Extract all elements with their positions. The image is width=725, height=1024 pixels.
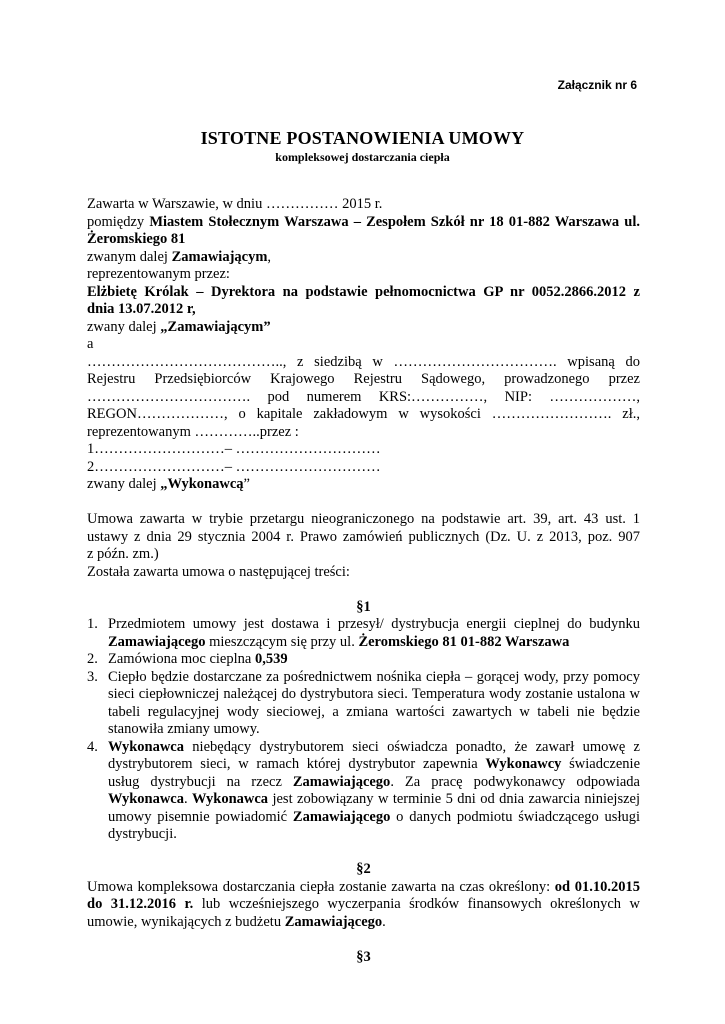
preamble-line-2: ustawy z dnia 29 stycznia 2004 r. Prawo zamówień publicznych (Dz. U. z 2013, poz. 907 bbox=[87, 528, 640, 545]
attachment-label: Załącznik nr 6 bbox=[557, 78, 637, 92]
list-item: 1. Przedmiotem umowy jest dostawa i przesył/ dystrybucja energii cieplnej do budynku Zamawiającego mieszczącym się przy ul. Żeromskiego 81 01-882 Warszawa bbox=[87, 616, 640, 650]
list-item: 3. Ciepło będzie dostarczane za pośrednictwem nośnika ciepła – gorącej wody, przy pomocy sieci ciepłowniczej należącej do dystrybutora sieci. Temperatura wody zostanie ustalona w tabeli regulacyjnej wody sieciowej, a zmiana wartości zawartych w tabeli nie będzie stanowiła zmiany umowy. bbox=[87, 668, 640, 737]
preamble-line-3: z późn. zm.) bbox=[87, 546, 159, 562]
preamble-line-1: Umowa zawarta w trybie przetargu nieograniczonego na podstawie art. 39, art. 43 ust. 1 bbox=[87, 511, 640, 527]
contractor-line-5: reprezentowanym …………..przez : bbox=[87, 423, 299, 440]
representative-line-1: Elżbietę Królak – Dyrektora na podstawie pełnomocnictwa GP nr 0052.2866.2012 z bbox=[87, 283, 640, 300]
called-ordering-party: zwanym dalej Zamawiającym, bbox=[87, 248, 272, 265]
preamble-line-4: Została zawarta umowa o następującej treści: bbox=[87, 563, 350, 580]
contractor-line-2: Rejestru Przedsiębiorców Krajowego Rejestru Sądowego, prowadzonego przez bbox=[87, 371, 640, 387]
document-subtitle: kompleksowej dostarczania ciepła bbox=[275, 150, 450, 164]
and-conjunction: a bbox=[87, 336, 94, 352]
represented-by: reprezentowanym przez: bbox=[87, 266, 230, 282]
section-1-list bbox=[87, 616, 640, 844]
between-line-2: Żeromskiego 81 bbox=[87, 231, 186, 247]
called-contractor: zwany dalej „Wykonawcą” bbox=[87, 476, 250, 492]
list-item: 4. Wykonawca niebędący dystrybutorem sieci oświadcza ponadto, że zawarł umowę z dystrybutorem sieci, w ramach której dystrybutor zapewnia Wykonawcy świadczenie usług dystrybucji na rzecz Zamawiającego. Za pracę podwykonawcy odpowiada Wykonawca. Wykonawca jest zobowiązany w terminie 5 dni od dnia zawarcia niniejszej umowy pisemnie powiadomić Zamawiającego o danych podmiotu świadczącego usługi dystrybucji. bbox=[87, 738, 641, 842]
list-item: 2. Zamówiona moc cieplna 0,539 bbox=[87, 651, 288, 667]
contractor-line-3: ……………………………. pod numerem KRS:……………, NIP: ………………, bbox=[87, 388, 640, 405]
section-2-heading: §2 bbox=[356, 861, 371, 877]
called-ordering-party-2: zwany dalej „Zamawiającym” bbox=[87, 318, 271, 335]
concluded-line: Zawarta w Warszawie, w dniu …………… 2015 r. bbox=[87, 196, 383, 212]
contractor-person-1: 1………………………– ………………………… bbox=[87, 441, 381, 457]
between-line-1: pomiędzy Miastem Stołecznym Warszawa – Zespołem Szkół nr 18 01-882 Warszawa ul. bbox=[87, 213, 640, 230]
section-1-heading: §1 bbox=[356, 598, 371, 615]
section-3-heading: §3 bbox=[356, 948, 371, 965]
section-2-text: Umowa kompleksowa dostarczania ciepła zostanie zawarta na czas określony: od 01.10.2015 do 31.12.2016 r. lub wcześniejszego wyczerpania środków finansowych określonych w umowie, wynikających z budżetu Zamawiającego. bbox=[87, 878, 640, 930]
contractor-line-1: ………………………………….., z siedzibą w ……………………………. wpisaną do bbox=[87, 353, 640, 370]
contractor-line-4: REGON………………, o kapitale zakładowym w wysokości ……………………. zł., bbox=[87, 406, 640, 422]
contractor-person-2: 2………………………– ………………………… bbox=[87, 458, 381, 475]
document-title: ISTOTNE POSTANOWIENIA UMOWY bbox=[200, 128, 525, 148]
representative-line-2: dnia 13.07.2012 r, bbox=[87, 301, 196, 317]
document-body bbox=[87, 196, 640, 966]
